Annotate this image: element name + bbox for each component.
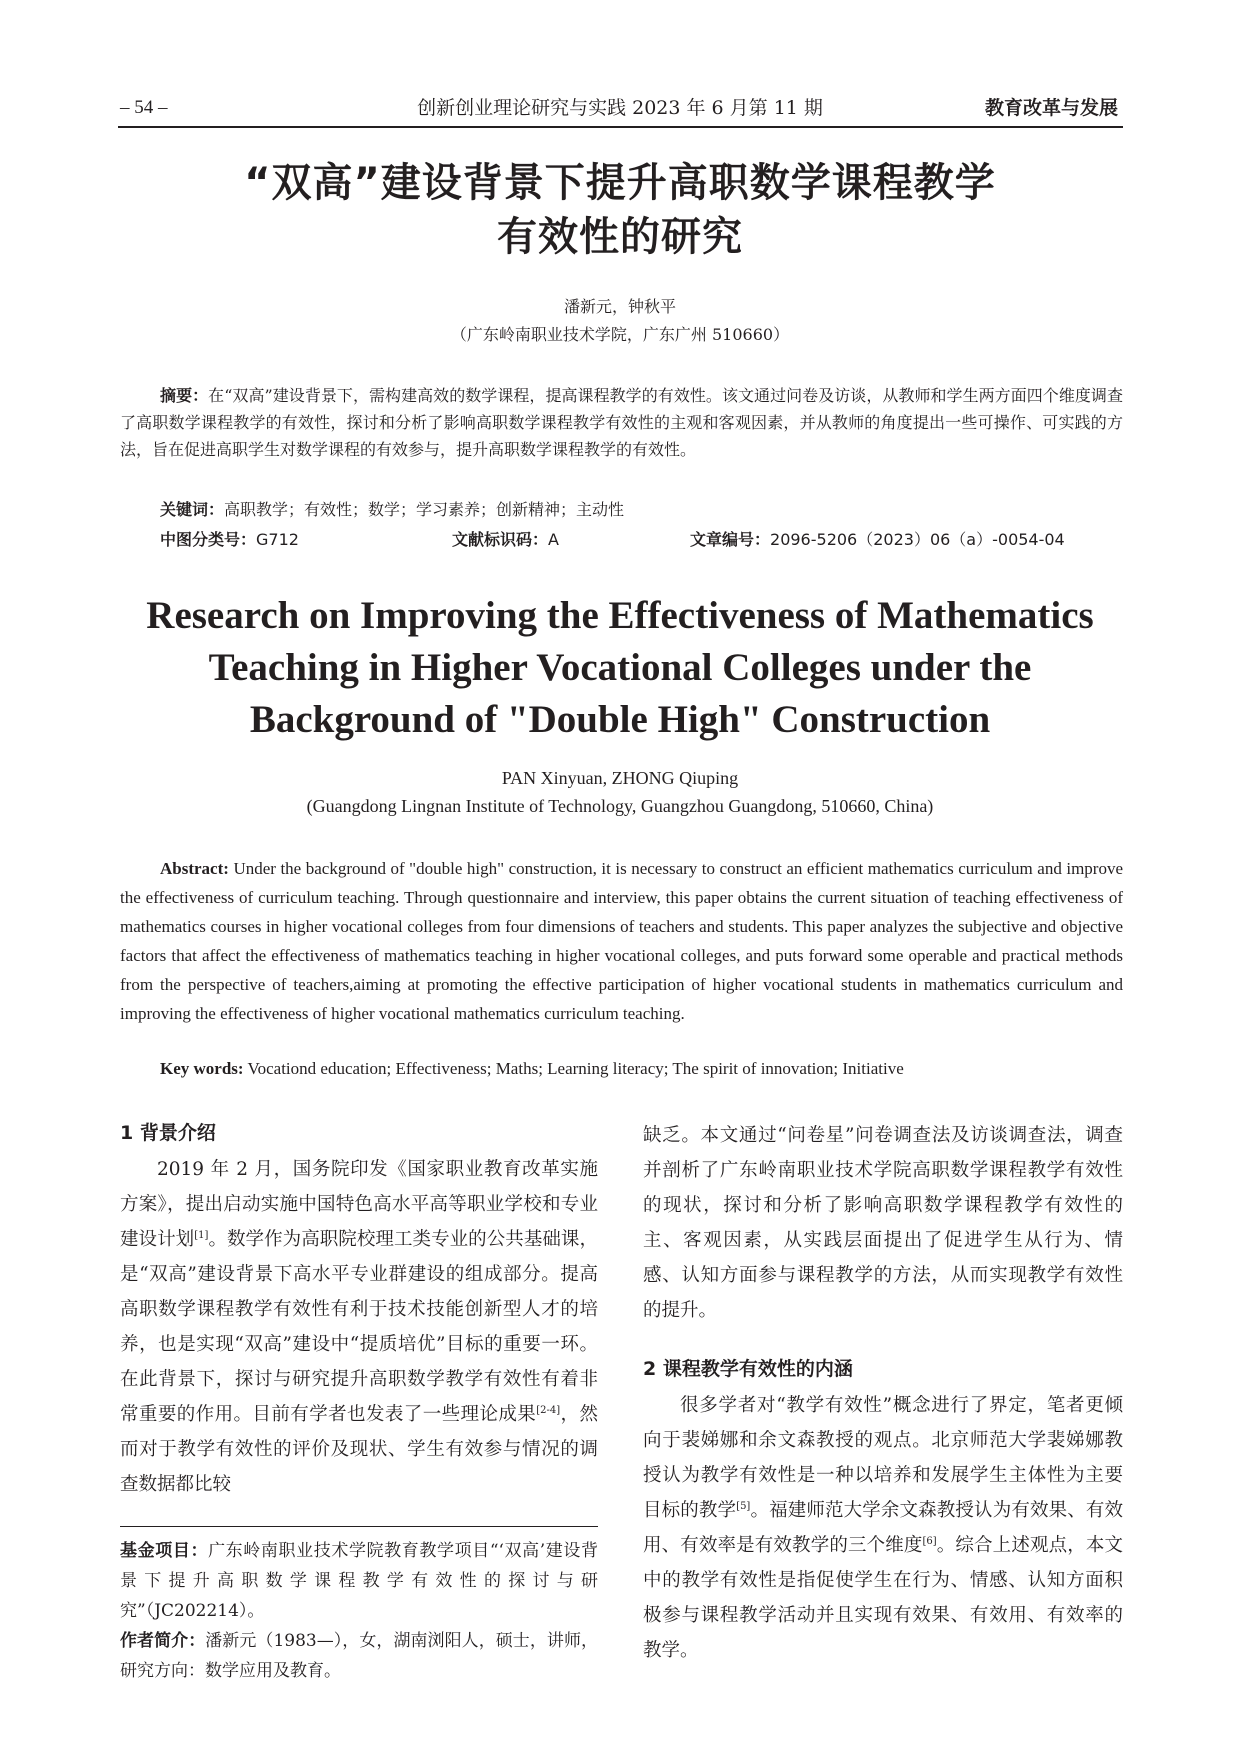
- clc-label: 中图分类号：: [160, 530, 257, 549]
- english-keywords: [160, 1057, 904, 1081]
- section-1-text-c: ，然而对于教学有效性的评价及现状、学生有效参与情况的调查数据都比较: [120, 1404, 598, 1495]
- section-2-heading: 2 课程教学有效性的内涵: [643, 1358, 853, 1380]
- chinese-abstract: [120, 382, 1123, 463]
- header-rule: [118, 126, 1123, 128]
- section-1-text-a: 2019 年 2 月，国务院印发《国家职业教育改革实施方案》，提出启动实施中国特色高水平高等职业学校和专业建设计划: [120, 1159, 598, 1250]
- section-2-text-c: 。综合上述观点，本文中的教学有效性是指促使学生在行为、情感、认知方面积极参与课程教学活动并且实现有效果、有效用、有效率的教学。: [643, 1535, 1123, 1661]
- section-2-text-a: 很多学者对“教学有效性”概念进行了界定，笔者更倾向于裴娣娜和余文森教授的观点。北京师范大学裴娣娜教授认为教学有效性是一种以培养和发展学生主体性为主要目标的教学: [643, 1395, 1123, 1521]
- left-column: [120, 1118, 598, 1502]
- page-number: – 54 –: [120, 97, 168, 118]
- english-abstract-text: Under the background of "double high" construction, it is necessary to construct an efficient mathematics curriculum and improve the effectiveness of curriculum teaching. Through questionnaire and interview, this paper obtains the current situation of teaching effectiveness of mathematics courses in higher vocational colleges from four dimensions of teachers and students. This paper analyzes the subjective and objective factors that affect the effectiveness of mathematics teaching in higher vocational colleges, and puts forward some operable and practical methods from the perspective of teachers,aiming at promoting the effective participation of higher vocational students in mathematics curriculum and improving the effectiveness of higher vocational mathematics curriculum teaching.: [120, 859, 1124, 1023]
- english-title-line-2: Teaching in Higher Vocational Colleges under the: [208, 646, 1032, 689]
- citation-6: [6]: [922, 1535, 937, 1547]
- journal-name: 创新创业理论研究与实践 2023 年 6 月第 11 期: [417, 97, 823, 119]
- english-title-line-1: Research on Improving the Effectiveness of Mathematics: [146, 594, 1094, 637]
- chinese-title: [120, 156, 1120, 264]
- document-code: [452, 528, 559, 552]
- chinese-keywords-label: 关键词：: [160, 500, 225, 519]
- article-number: [690, 528, 1065, 552]
- clc-value: G712: [256, 530, 299, 549]
- document-code-value: A: [548, 530, 559, 549]
- english-authors: PAN Xinyuan, ZHONG Qiuping: [501, 768, 739, 788]
- section-1-text-b: 。数学作为高职院校理工类专业的公共基础课，是“双高”建设背景下高水平专业群建设的组成部分。提高高职数学课程教学有效性有利于技术技能创新型人才的培养，也是实现“双高”建设中“提质培优”目标的重要一环。在此背景下，探讨与研究提升高职数学教学有效性有着非常重要的作用。目前有学者也发表了一些理论成果: [120, 1229, 598, 1425]
- chinese-authors: 潘新元，钟秋平: [563, 297, 676, 316]
- chinese-title-line-1: “双高”建设背景下提升高职数学课程教学: [244, 160, 996, 206]
- article-number-label: 文章编号：: [690, 530, 771, 549]
- chinese-affiliation: （广东岭南职业技术学院，广东广州 510660）: [450, 325, 790, 344]
- author-bio-label: 作者简介：: [120, 1631, 206, 1651]
- column-name: 教育改革与发展: [984, 97, 1118, 119]
- english-keywords-label: Key words:: [160, 1059, 244, 1078]
- section-1-paragraph: [120, 1152, 598, 1502]
- author-note: [120, 1626, 598, 1686]
- english-affiliation: (Guangdong Lingnan Institute of Technology, Guangzhou Guangdong, 510660, China): [306, 796, 934, 816]
- english-keywords-text: Vocationd education; Effectiveness; Maths; Learning literacy; The spirit of innovation; Initiative: [247, 1059, 904, 1078]
- fund-text: 广东岭南职业技术学院教育教学项目“‘双高’建设背景下提升高职数学课程教学有效性的探讨与研究”（JC202214）。: [120, 1541, 599, 1621]
- english-title-line-3: Background of "Double High" Construction: [249, 698, 991, 741]
- citation-1: [1]: [194, 1229, 209, 1241]
- chinese-title-line-2: 有效性的研究: [497, 214, 743, 260]
- citation-5: [5]: [736, 1500, 751, 1512]
- fund-note: [120, 1536, 598, 1626]
- section-1-heading: 1 背景介绍: [120, 1122, 216, 1144]
- footnote: [120, 1536, 598, 1686]
- chinese-keywords: [160, 498, 624, 522]
- chinese-keywords-text: 高职教学；有效性；数学；学习素养；创新精神；主动性: [224, 500, 625, 519]
- english-title: [120, 590, 1120, 746]
- document-code-label: 文献标识码：: [452, 530, 549, 549]
- fund-label: 基金项目：: [120, 1541, 209, 1561]
- section-2-text-b: 。福建师范大学余文森教授认为有效果、有效用、有效率是有效教学的三个维度: [643, 1500, 1123, 1556]
- citation-2-4: [2-4]: [536, 1404, 561, 1416]
- chinese-abstract-label: 摘要：: [160, 386, 209, 405]
- article-number-value: 2096-5206（2023）06（a）-0054-04: [770, 530, 1065, 549]
- english-abstract: [120, 854, 1123, 1028]
- clc-number: [160, 528, 299, 552]
- author-bio-text: 潘新元（1983—），女，湖南浏阳人，硕士，讲师，研究方向：数学应用及教育。: [120, 1631, 599, 1681]
- footnote-rule: [120, 1526, 598, 1527]
- english-abstract-label: Abstract:: [160, 859, 229, 878]
- right-column: [643, 1118, 1123, 1668]
- section-1-continuation: 缺乏。本文通过“问卷星”问卷调查法及访谈调查法，调查并剖析了广东岭南职业技术学院高职数学课程教学有效性的现状，探讨和分析了影响高职数学课程教学有效性的主、客观因素，从实践层面提出了促进学生从行为、情感、认知方面参与课程教学的方法，从而实现教学有效性的提升。: [643, 1125, 1123, 1321]
- chinese-abstract-text: 在“双高”建设背景下，需构建高效的数学课程，提高课程教学的有效性。该文通过问卷及访谈，从教师和学生两方面四个维度调查了高职数学课程教学的有效性，探讨和分析了影响高职数学课程教学有效性的主观和客观因素，并从教师的角度提出一些可操作、可实践的方法，旨在促进高职学生对数学课程的有效参与，提升高职数学课程教学的有效性。: [120, 386, 1123, 459]
- section-2-paragraph: [643, 1388, 1123, 1668]
